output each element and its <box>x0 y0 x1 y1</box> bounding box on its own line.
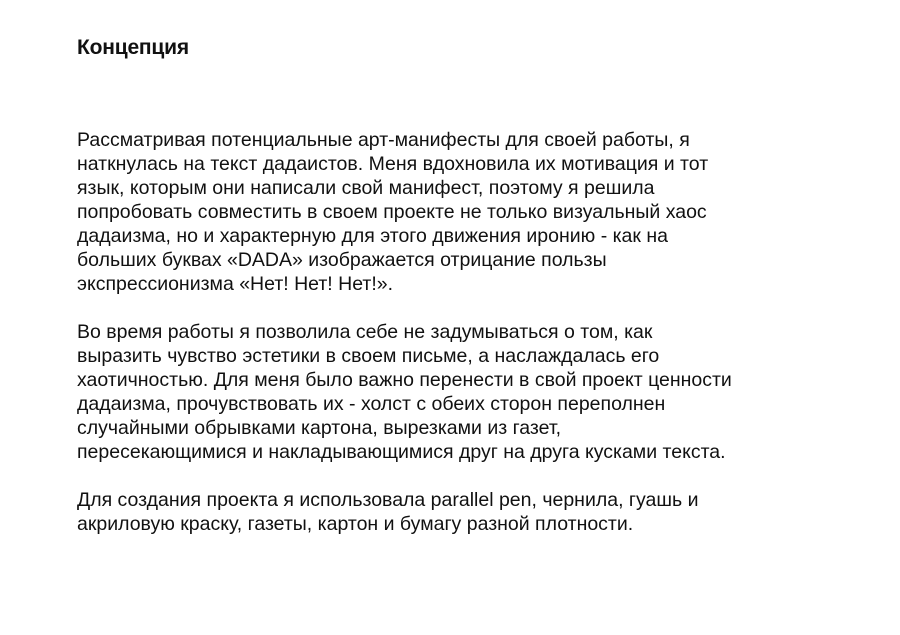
paragraph-3: Для создания проекта я использовала parallel pen, чернила, гуашь и акриловую краску, газеты, картон и бумагу разной плотности. <box>77 489 699 535</box>
paragraph-1: Рассматривая потенциальные арт-манифесты для своей работы, я наткнулась на текст дадаистов. Меня вдохновила их мотивация и тот язык, которым они написали свой манифест, поэтому я решила попробовать совместить в своем проекте не только визуальный хаос дадаизма, но и характерную для этого движения иронию - как на больших буквах «DADA» изображается отрицание пользы экспрессионизма «Нет! Нет! Нет!». <box>77 129 709 295</box>
paragraph-2: Во время работы я позволила себе не задумываться о том, как выразить чувство эстетики в своем письме, а наслаждалась его хаотичностью. Для меня было важно перенести в свой проект ценности дадаизма, прочувствовать их - холст с обеих сторон переполнен случайными обрывками картона, вырезками из газет, пересекающимися и накладывающимися друг на друга кусками текста. <box>77 321 732 463</box>
page-title: Концепция <box>77 36 189 59</box>
body-text <box>77 128 867 560</box>
